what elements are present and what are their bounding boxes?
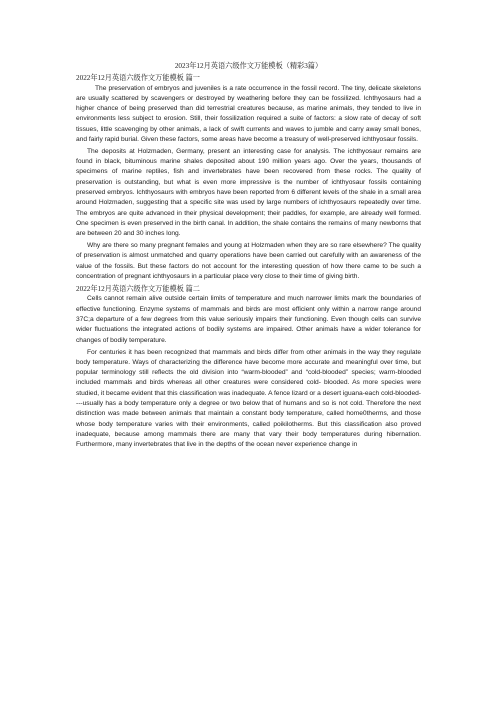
paragraph: The preservation of embryos and juveniles is a rate occurrence in the fossil record. The tiny, delicate skeletons are usually scattered by scavengers or destroyed by weathering before they can be fossilized. Ichthyosaurs had a higher chance of being preserved than did terrestrial creatures because, as marine animals, they tended to live in environments less subject to erosion. Still, their fossilization required a suite of factors: a slow rate of decay of soft tissues, little scavenging by other animals, a lack of swift currents and waves to jumble and carry away small bones, and fairly rapid burial. Given these factors, some areas have become a treasury of well-preserved ichthyosaur fossils. <box>76 84 421 143</box>
section-2 <box>76 284 421 451</box>
section-heading: 2022年12月英语六级作文万能模板 篇一 <box>76 74 200 82</box>
document-title: 2023年12月英语六级作文万能模板（精彩3篇） <box>174 62 323 70</box>
section-heading: 2022年12月英语六级作文万能模板 篇二 <box>76 284 200 293</box>
section-1 <box>76 73 421 282</box>
paragraph: For centuries it has been recognized that mammals and birds differ from other animals in the way they regulate body temperature. Ways of characterizing the difference have become more accurate and meaningful over time, but popular terminology still reflects the old division into “warm-blooded” and “cold-blooded” species; warm-blooded included mammals and birds whereas all other creatures were considered cold- blooded. As more species were studied, it became evident that this classification was inadequate. A fence lizard or a desert iguana-each cold-blooded----usually has a body temperature only a degree or two below that of humans and so is not cold. Therefore the next distinction was made between animals that maintain a constant body temperature, called home0therms, and those whose body temperature varies with their environments, called poikilotherms. But this classification also proved inadequate, because among mammals there are many that vary their body temperatures during hibernation. Furthermore, many invertebrates that live in the depths of the ocean never experience change in <box>76 348 421 449</box>
paragraph: The deposits at Holzmaden, Germany, present an interesting case for analysis. The ichthyosaur remains are found in black, bituminous marine shales deposited about 190 million years ago. Over the years, thousands of specimens of marine reptiles, fish and invertebrates have been recovered from these rocks. The quality of preservation is outstanding, but what is even more impressive is the number of ichthyosaur fossils containing preserved embryos. Ichthyosaurs with embryos have been reported from 6 different levels of the shale in a small area around Holzmaden, suggesting that a specific site was used by large numbers of ichthyosaurs repeatedly over time. The embryos are quite advanced in their physical development; their paddles, for example, are already well formed. One specimen is even preserved in the birth canal. In addition, the shale contains the remains of many newborns that are between 20 and 30 inches long. <box>76 147 421 238</box>
paragraph: Why are there so many pregnant females and young at Holzmaden when they are so rare elsewhere? The quality of preservation is almost unmatched and quarry operations have been carried out carefully with an awareness of the value of the fossils. But these factors do not account for the interesting question of how there came to be such a concentration of pregnant ichthyosaurs in a particular place very close to their time of giving birth. <box>76 242 421 281</box>
paragraph: Cells cannot remain alive outside certain limits of temperature and much narrower limits mark the boundaries of effective functioning. Enzyme systems of mammals and birds are most efficient only within a narrow range around 37C;a departure of a few degrees from this value seriously impairs their functioning. Even though cells can survive wider fluctuations the integrated actions of bodily systems are impaired. Other animals have a wider tolerance for changes of bodily temperature. <box>76 295 421 344</box>
